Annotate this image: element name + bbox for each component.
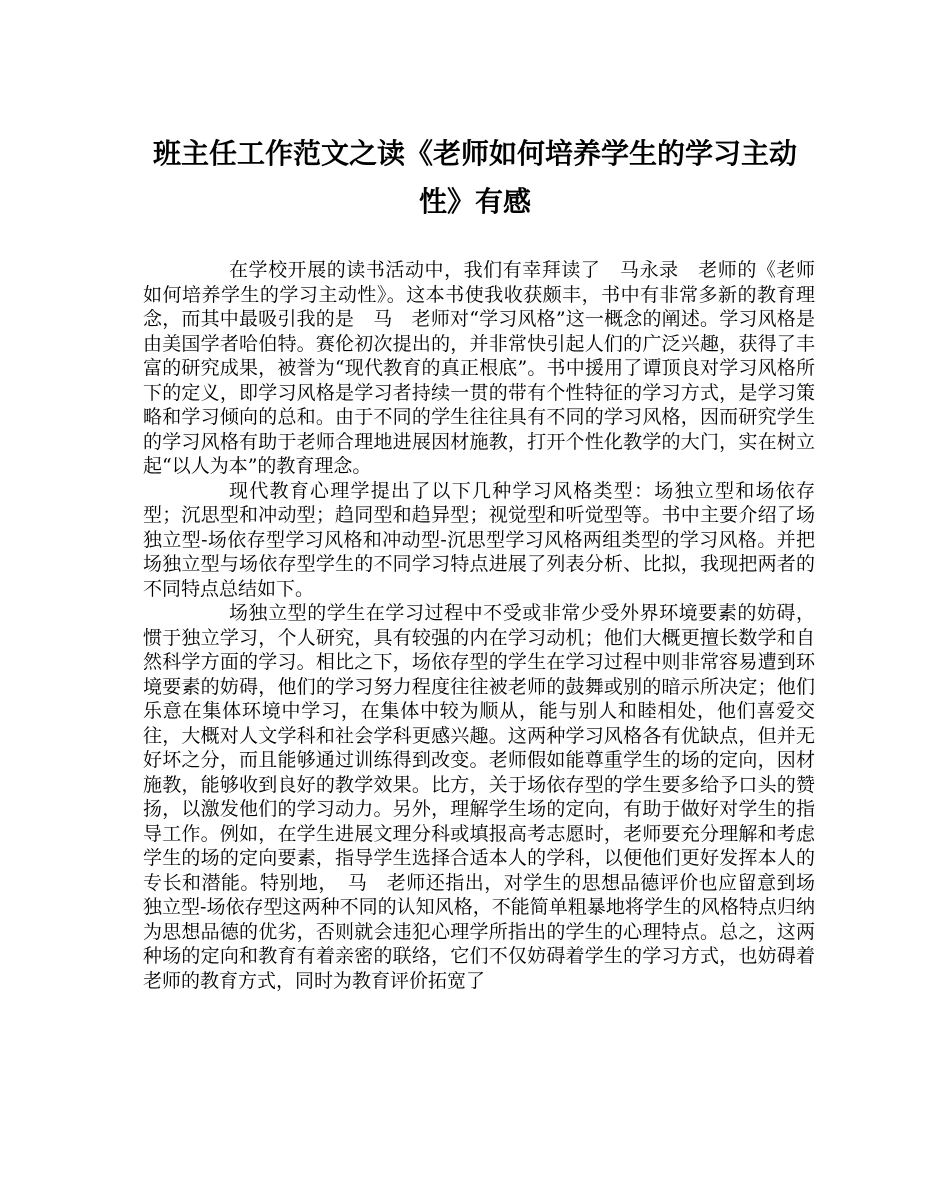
document-title: 班主任工作范文之读《老师如何培养学生的学习主动性》有感 bbox=[152, 137, 797, 218]
paragraph: 在学校开展的读书活动中，我们有幸拜读了 马永录 老师的《老师如何培养学生的学习主动性》。这本书使我收获颇丰，书中有非常多新的教育理念，而其中最吸引我的是 马 老师对“学习风格”这一概念的阐述。学习风格是由美国学者哈伯特。赛伦初次提出的，并非常快引起人们的广泛兴趣，获得了丰富的研究成果，被誉为“现代教育的真正根底”。书中援用了谭顶良对学习风格所下的定义，即学习风格是学习者持续一贯的带有个性特征的学习方式，是学习策略和学习倾向的总和。由于不同的学生往往具有不同的学习风格，因而研究学生的学习风格有助于老师合理地进展因材施教，打开个性化教学的大门，实在树立起“以人为本”的教育理念。 bbox=[143, 259, 815, 477]
paragraph: 现代教育心理学提出了以下几种学习风格类型：场独立型和场依存型；沉思型和冲动型；趋同型和趋异型；视觉型和听觉型等。书中主要介绍了场独立型-场依存型学习风格和冲动型-沉思型学习风格两组类型的学习风格。并把场独立型与场依存型学生的不同学习特点进展了列表分析、比拟，我现把两者的不同特点总结如下。 bbox=[143, 479, 815, 600]
document-body bbox=[143, 258, 815, 993]
paragraph: 场独立型的学生在学习过程中不受或非常少受外界环境要素的妨碍，惯于独立学习，个人研究，具有较强的内在学习动机；他们大概更擅长数学和自然科学方面的学习。相比之下，场依存型的学生在学习过程中则非常容易遭到环境要素的妨碍，他们的学习努力程度往往被老师的鼓舞或别的暗示所决定；他们乐意在集体环境中学习，在集体中较为顺从，能与别人和睦相处，他们喜爱交往，大概对人文学科和社会学科更感兴趣。这两种学习风格各有优缺点，但并无好坏之分，而且能够通过训练得到改变。老师假如能尊重学生的场的定向，因材施教，能够收到良好的教学效果。比方，关于场依存型的学生要多给予口头的赞扬，以激发他们的学习动力。另外，理解学生场的定向，有助于做好对学生的指导工作。例如，在学生进展文理分科或填报高考志愿时，老师要充分理解和考虑学生的场的定向要素，指导学生选择合适本人的学科，以便他们更好发挥本人的专长和潜能。特别地， 马 老师还指出，对学生的思想品德评价也应留意到场独立型-场依存型这两种不同的认知风格，不能简单粗暴地将学生的风格特点归纳为思想品德的优劣，否则就会违犯心理学所指出的学生的心理特点。总之，这两种场的定向和教育有着亲密的联络，它们不仅妨碍着学生的学习方式，也妨碍着老师的教育方式，同时为教育评价拓宽了 bbox=[143, 602, 815, 992]
